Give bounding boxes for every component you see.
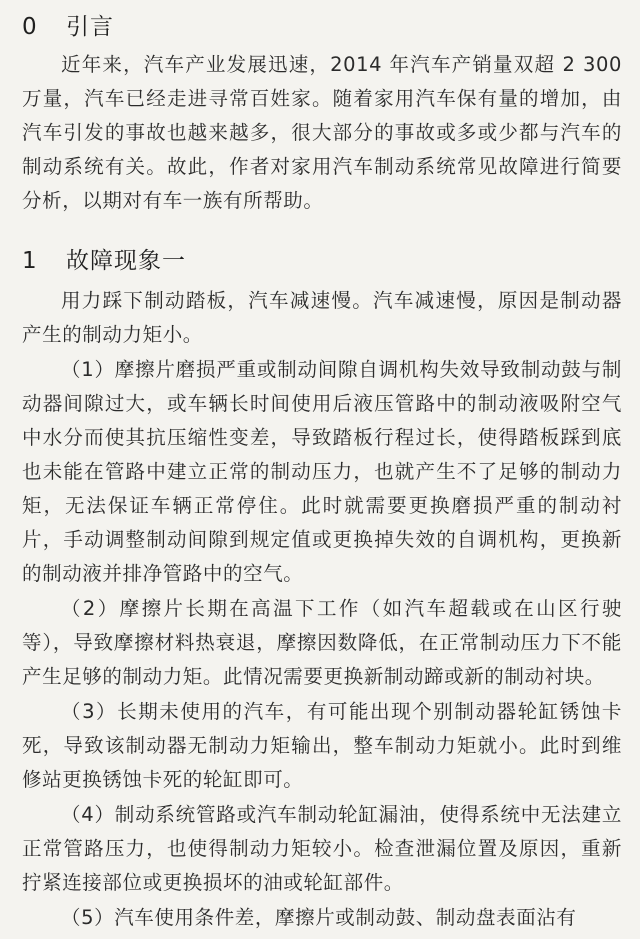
cause-4-paragraph: （4）制动系统管路或汽车制动轮缸漏油，使得系统中无法建立正常管路压力，也使得制动力矩较小。检查泄漏位置及原因，重新拧紧连接部位或更换损坏的油或轮缸部件。 [22,803,622,894]
section-title: 引言 [66,14,114,40]
section-heading-introduction [22,12,114,42]
section-number: 1 [22,248,38,274]
section-number: 0 [22,14,38,40]
fault-summary-paragraph: 用力踩下制动踏板，汽车减速慢。汽车减速慢，原因是制动器产生的制动力矩小。 [22,289,622,346]
section-heading-fault-one [22,246,186,276]
introduction-paragraph: 近年来，汽车产业发展迅速，2014 年汽车产销量双超 2 300万量，汽车已经走进寻常百姓家。随着家用汽车保有量的增加，由汽车引发的事故也越来越多，很大部分的事故或多或少都与汽车的制动系统有关。故此，作者对家用汽车制动系统常见故障进行简要分析，以期对有车一族有所帮助。 [22,53,622,212]
cause-2-paragraph: （2）摩擦片长期在高温下工作（如汽车超载或在山区行驶等），导致摩擦材料热衰退，摩擦因数降低，在正常制动压力下不能产生足够的制动力矩。此情况需要更换新制动蹄或新的制动衬块。 [22,597,622,688]
fault-one-body [22,284,622,936]
section-title: 故障现象一 [66,248,186,274]
cause-5-paragraph: （5）汽车使用条件差，摩擦片或制动鼓、制动盘表面沾有 [61,906,577,929]
cause-1-paragraph: （1）摩擦片磨损严重或制动间隙自调机构失效导致制动鼓与制动器间隙过大，或车辆长时间使用后液压管路中的制动液吸附空气中水分而使其抗压缩性变差，导致踏板行程过长，使得踏板踩到底也未能在管路中建立正常的制动压力，也就产生不了足够的制动力矩，无法保证车辆正常停住。此时就需要更换磨损严重的制动衬片，手动调整制动间隙到规定值或更换掉失效的自调机构，更换新的制动液并排净管路中的空气。 [22,358,622,585]
introduction-body [22,48,622,218]
cause-3-paragraph: （3）长期未使用的汽车，有可能出现个别制动器轮缸锈蚀卡死，导致该制动器无制动力矩输出，整车制动力矩就小。此时到维修站更换锈蚀卡死的轮缸即可。 [22,700,622,791]
